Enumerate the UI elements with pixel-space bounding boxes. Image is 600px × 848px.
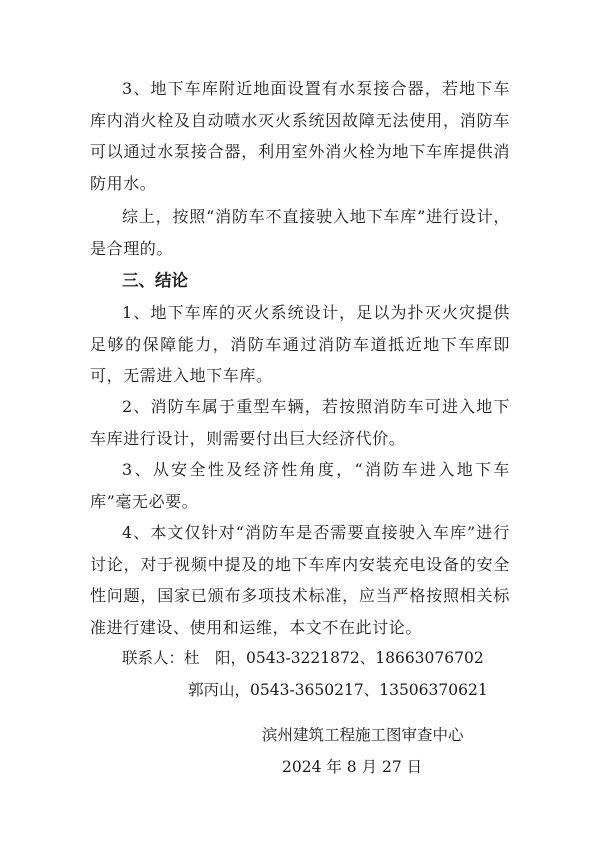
contact-line-1 xyxy=(122,643,484,674)
contact-label: 联系人： xyxy=(122,649,185,667)
conclusion-item-1: 1、地下车库的灭火系统设计，足以为扑灭火灾提供足够的保障能力，消防车通过消防车道抵近地下车库即可，无需进入地下车库。 xyxy=(90,303,510,385)
conclusion-item-3: 3、从安全性及经济性角度，“消防车进入地下车库”毫无必要。 xyxy=(90,460,510,511)
conclusion-item-2: 2、消防车属于重型车辆，若按照消防车可进入地下车库进行设计，则需要付出巨大经济代价。 xyxy=(90,397,510,448)
contact-person-2: 郭丙山，0543-3650217、13506370621 xyxy=(188,681,488,699)
signature-organization: 滨州建筑工程施工图审查中心 xyxy=(262,726,464,744)
paragraph-summary: 综上，按照“消防车不直接驶入地下车库”进行设计，是合理的。 xyxy=(90,207,510,258)
signature-date: 2024 年 8 月 27 日 xyxy=(282,758,423,776)
section-heading-conclusion: 三、结论 xyxy=(122,271,188,290)
paragraph-point-3: 3、地下车库附近地面设置有水泵接合器，若地下车库内消火栓及自动喷水灭火系统因故障无法使用，消防车可以通过水泵接合器，利用室外消火栓为地下车库提供消防用水。 xyxy=(90,79,510,193)
conclusion-item-4: 4、本文仅针对“消防车是否需要直接驶入车库”进行讨论，对于视频中提及的地下车库内安装充电设备的安全性问题，国家已颁布多项技术标准，应当严格按照相关标准进行建设、使用和运维，本文不在此讨论。 xyxy=(90,523,510,637)
contact-person-1: 杜 阳，0543-3221872、18663076702 xyxy=(184,649,484,667)
